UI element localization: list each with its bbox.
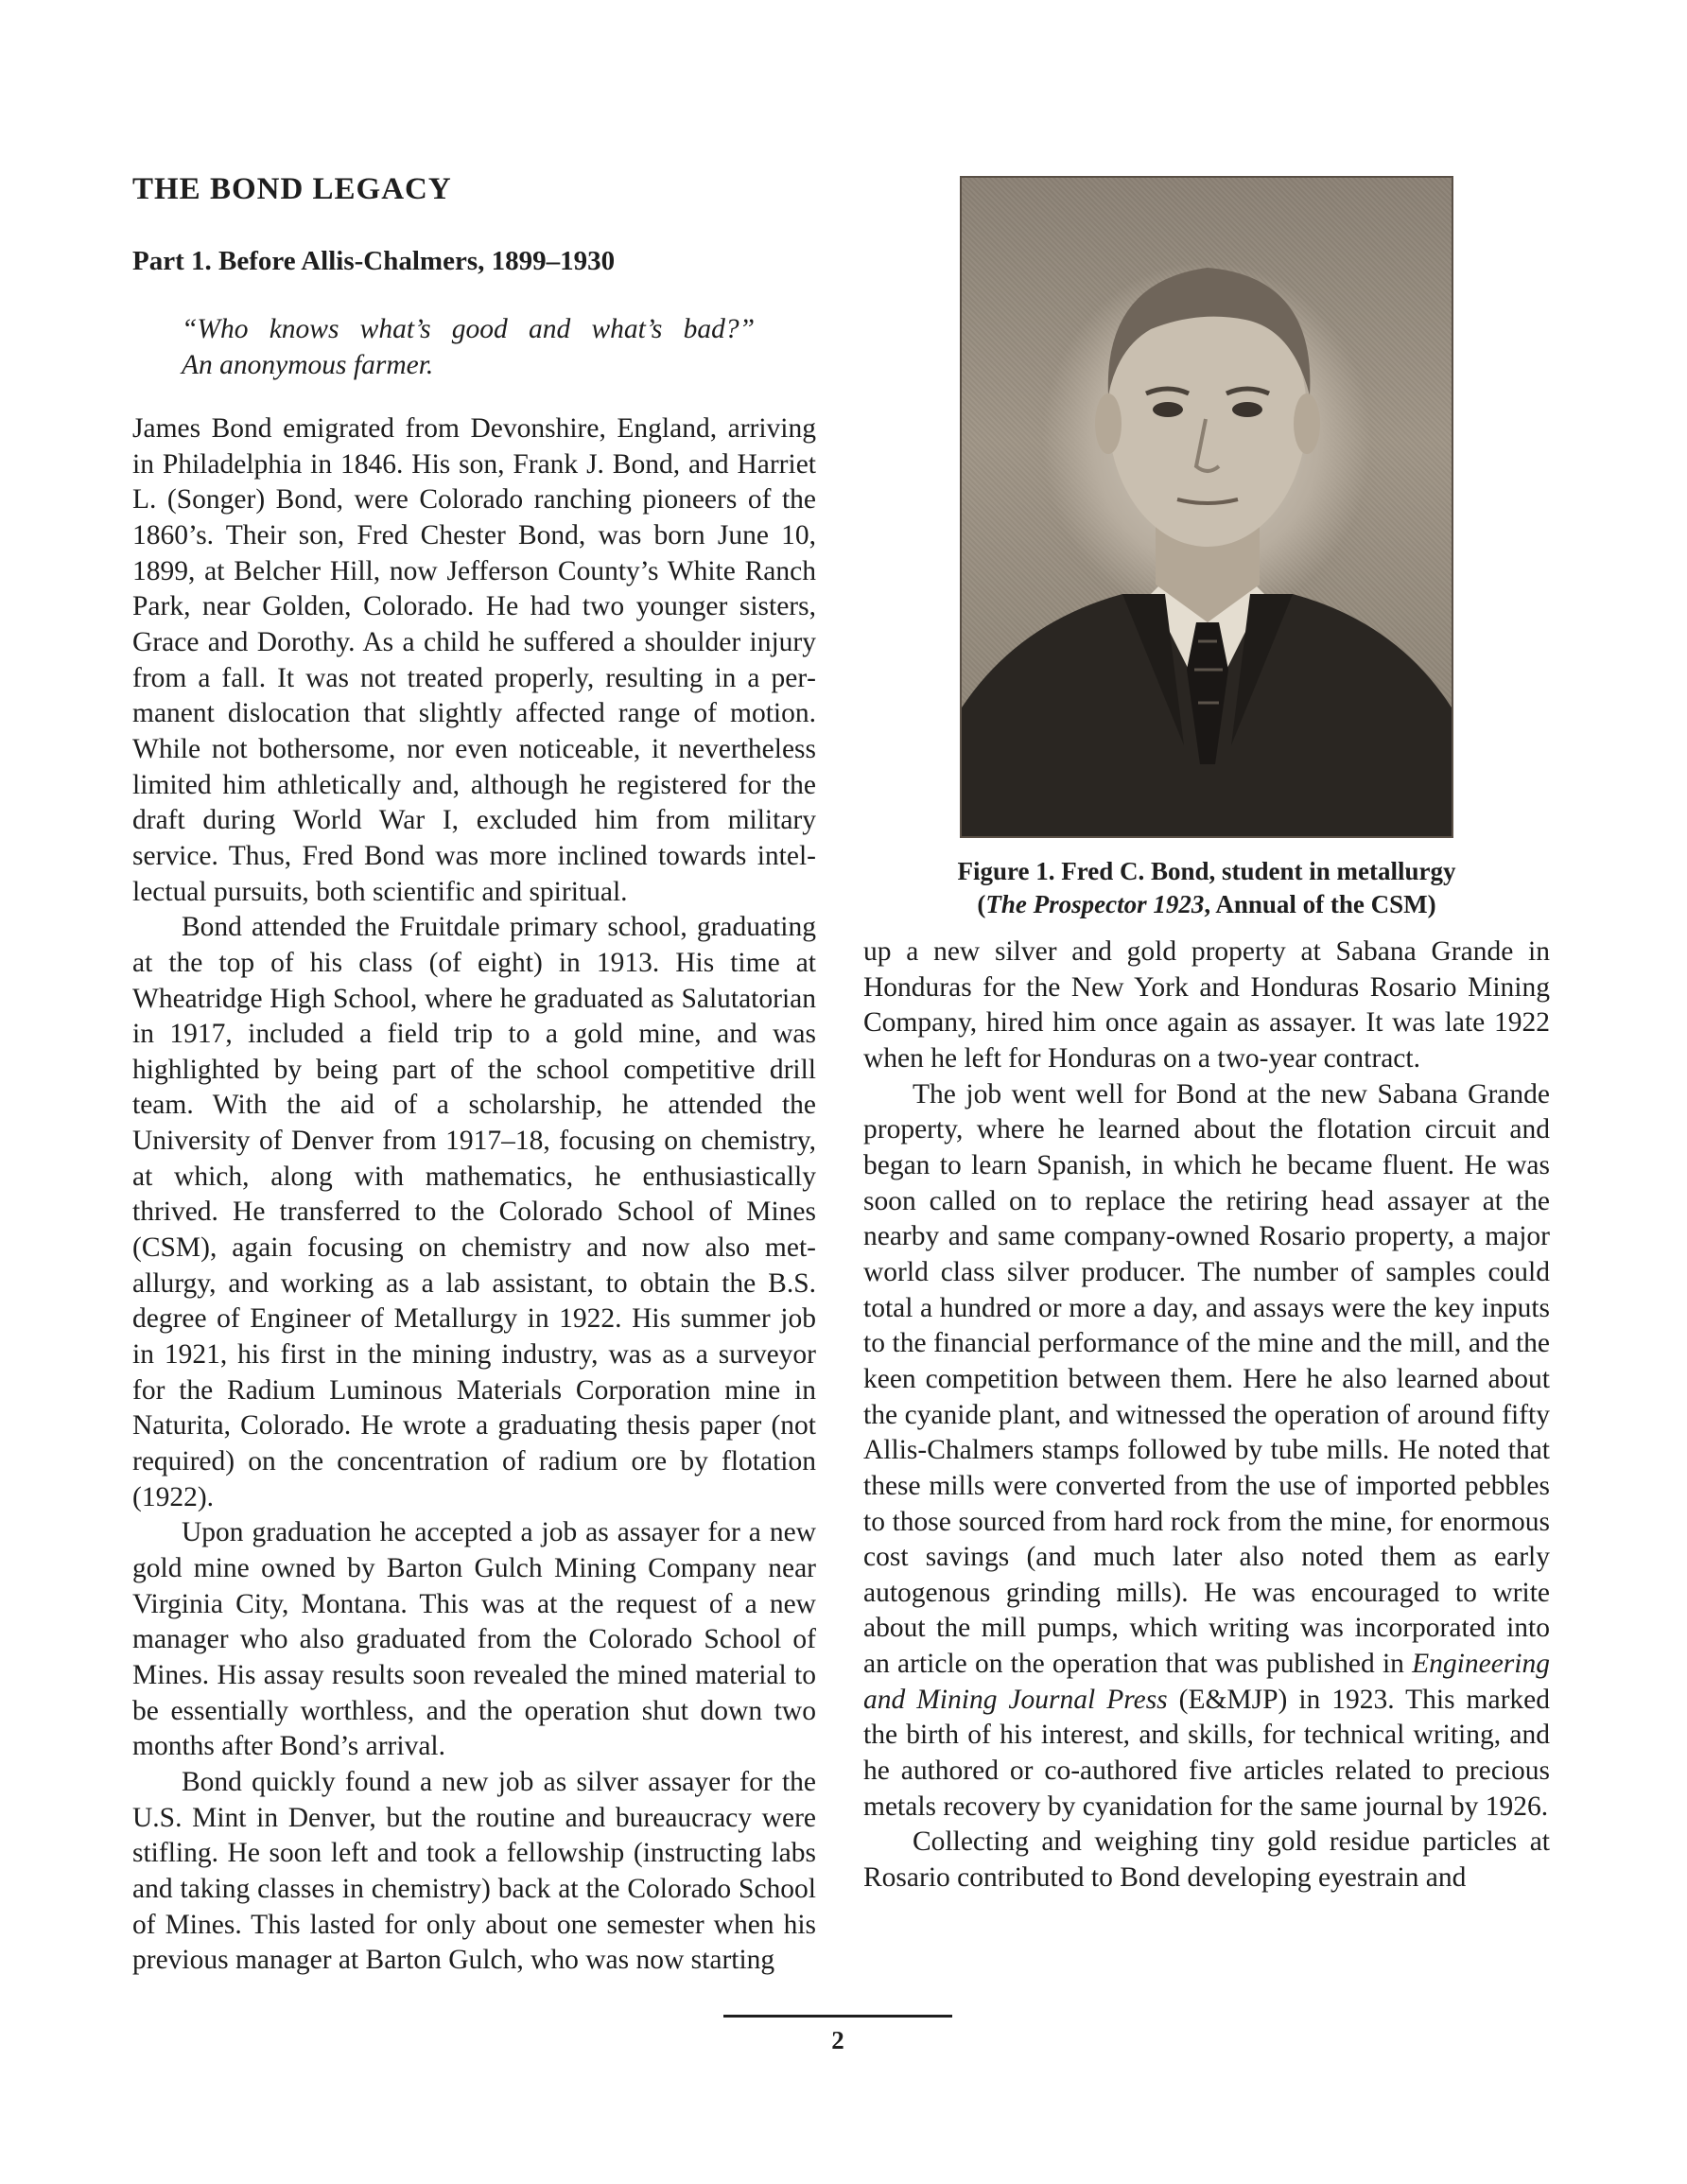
paragraph-text: The job went well for Bond at the new Sabana Grande property, where he learned about the flotation circuit and began to learn Spanish, in which he became fluent. He was soon called on to replace the retiring head assayer at the nearby and same company-owned Rosario property, a major world class silver producer. The number of samples could total a hundred or more a day, and assays were the key inputs to the financial performance of the mine and the mill, and the keen competition between them. Here he also learned about the cyanide plant, and witnessed the operation of around fifty Allis-Chalmers stamps followed by tube mills. He noted that these mills were converted from the use of imported pebbles to those sourced from hard rock from the mine, for enormous cost savings (and much later also noted them as early autogenous grinding mills). He was encouraged to write about the mill pumps, which writing was incorporated into an article on the operation that was published in (863, 1078, 1550, 1680)
figure-caption (863, 855, 1550, 921)
portrait-illustration (962, 178, 1452, 836)
body-paragraph: up a new silver and gold property at Sabana Grande in Honduras for the New York and Honduras Rosario Mining Company, hired him once again as assayer. It was late 1922 when he left for Honduras on a two-year contract. (863, 936, 1550, 1074)
body-paragraph: Upon graduation he accepted a job as assayer for a new gold mine owned by Barton Gulch Mining Company near Virginia City, Montana. This was at the request of a new manager who also graduated from the Colorado School of Mines. His assay results soon revealed the mined material to be essentially worthless, and the operation shut down two months after Bond’s arrival. (132, 1517, 816, 1762)
caption-line-2 (863, 888, 1550, 921)
page-number: 2 (831, 2026, 844, 2054)
portrait-photo (960, 176, 1453, 838)
epigraph (182, 312, 816, 383)
epigraph-attribution: An anonymous farmer. (182, 349, 434, 380)
body-paragraph: Bond attended the Fruitdale primary school, graduating at the top of his class (of eight) in 1913. His time at Wheatridge High School, where he graduated as Salutatorian in 1917, included a field trip to a gold mine, and was highlighted by being part of the school competitive drill team. With the aid of a scholarship, he attended the University of Denver from 1917–18, focusing on chemistry, at which, along with mathematics, he enthusiastically thrived. He transferred to the Colorado School of Mines (CSM), again focusing on chemistry and now also metallurgy, and working as a lab assistant, to obtain the B.S. degree of Engineer of Metallurgy in 1922. His summer job in 1921, his first in the mining industry, was as a surveyor for the Radium Luminous Materials Corporation mine in Naturita, Colorado. He wrote a graduating thesis paper (not required) on the concentration of radium ore by flotation (1922). (132, 912, 816, 1512)
body-paragraph: Bond quickly found a new job as silver assayer for the U.S. Mint in Denver, but the routine and bureaucracy were stifling. He soon left and took a fellowship (instructing labs and taking classes in chemistry) back at the Colorado School of Mines. This lasted for only about one semester when his previous manager at Barton Gulch, who was now starting (132, 1766, 816, 1976)
left-column (132, 170, 816, 1979)
caption-source-rest: , Annual of the CSM) (1204, 890, 1436, 918)
right-column (863, 176, 1550, 1896)
part-subheading: Part 1. Before Allis-Chalmers, 1899–1930 (132, 246, 616, 276)
section-heading: THE BOND LEGACY (132, 172, 452, 206)
body-paragraph: Collecting and weighing tiny gold residue particles at Rosario contributed to Bond developing eyestrain and (863, 1826, 1550, 1894)
caption-source-title: The Prospector 1923 (985, 890, 1205, 918)
body-paragraph (863, 1077, 1550, 1826)
caption-line-1: Figure 1. Fred C. Bond, student in metallurgy (957, 857, 1456, 885)
epigraph-quote: “Who knows what’s good and what’s bad?” (182, 314, 755, 344)
right-body-text (863, 935, 1550, 1896)
caption-open-paren: ( (977, 890, 986, 918)
paragraph-text: (E&MJP) in 1923. This marked the birth of his interest, and skills, for technical writing, and he authored or co-authored five articles related to precious metals recovery by cyanidation for the same journal by 1926. (863, 1684, 1550, 1822)
journal-title: Engineering and Mining Journal Press (863, 1649, 1550, 1715)
body-paragraph: James Bond emigrated from Devonshire, England, arriving in Philadelphia in 1846. His son, Frank J. Bond, and Harriet L. (Songer) Bond, were Colorado ranching pioneers of the 1860’s. Their son, Fred Chester Bond, was born June 10, 1899, at Belcher Hill, now Jefferson County’s White Ranch Park, near Golden, Colorado. He had two younger sisters, Grace and Dorothy. As a child he suffered a shoulder injury from a fall. It was not treated properly, resulting in a permanent dislocation that slightly affected range of motion. While not bothersome, nor even noticeable, it nevertheless limited him athletically and, although he registered for the draft during World War I, excluded him from military service. Thus, Fred Bond was more inclined towards intellectual pursuits, both scientific and spiritual. (132, 413, 816, 907)
footer-rule (723, 2015, 952, 2018)
